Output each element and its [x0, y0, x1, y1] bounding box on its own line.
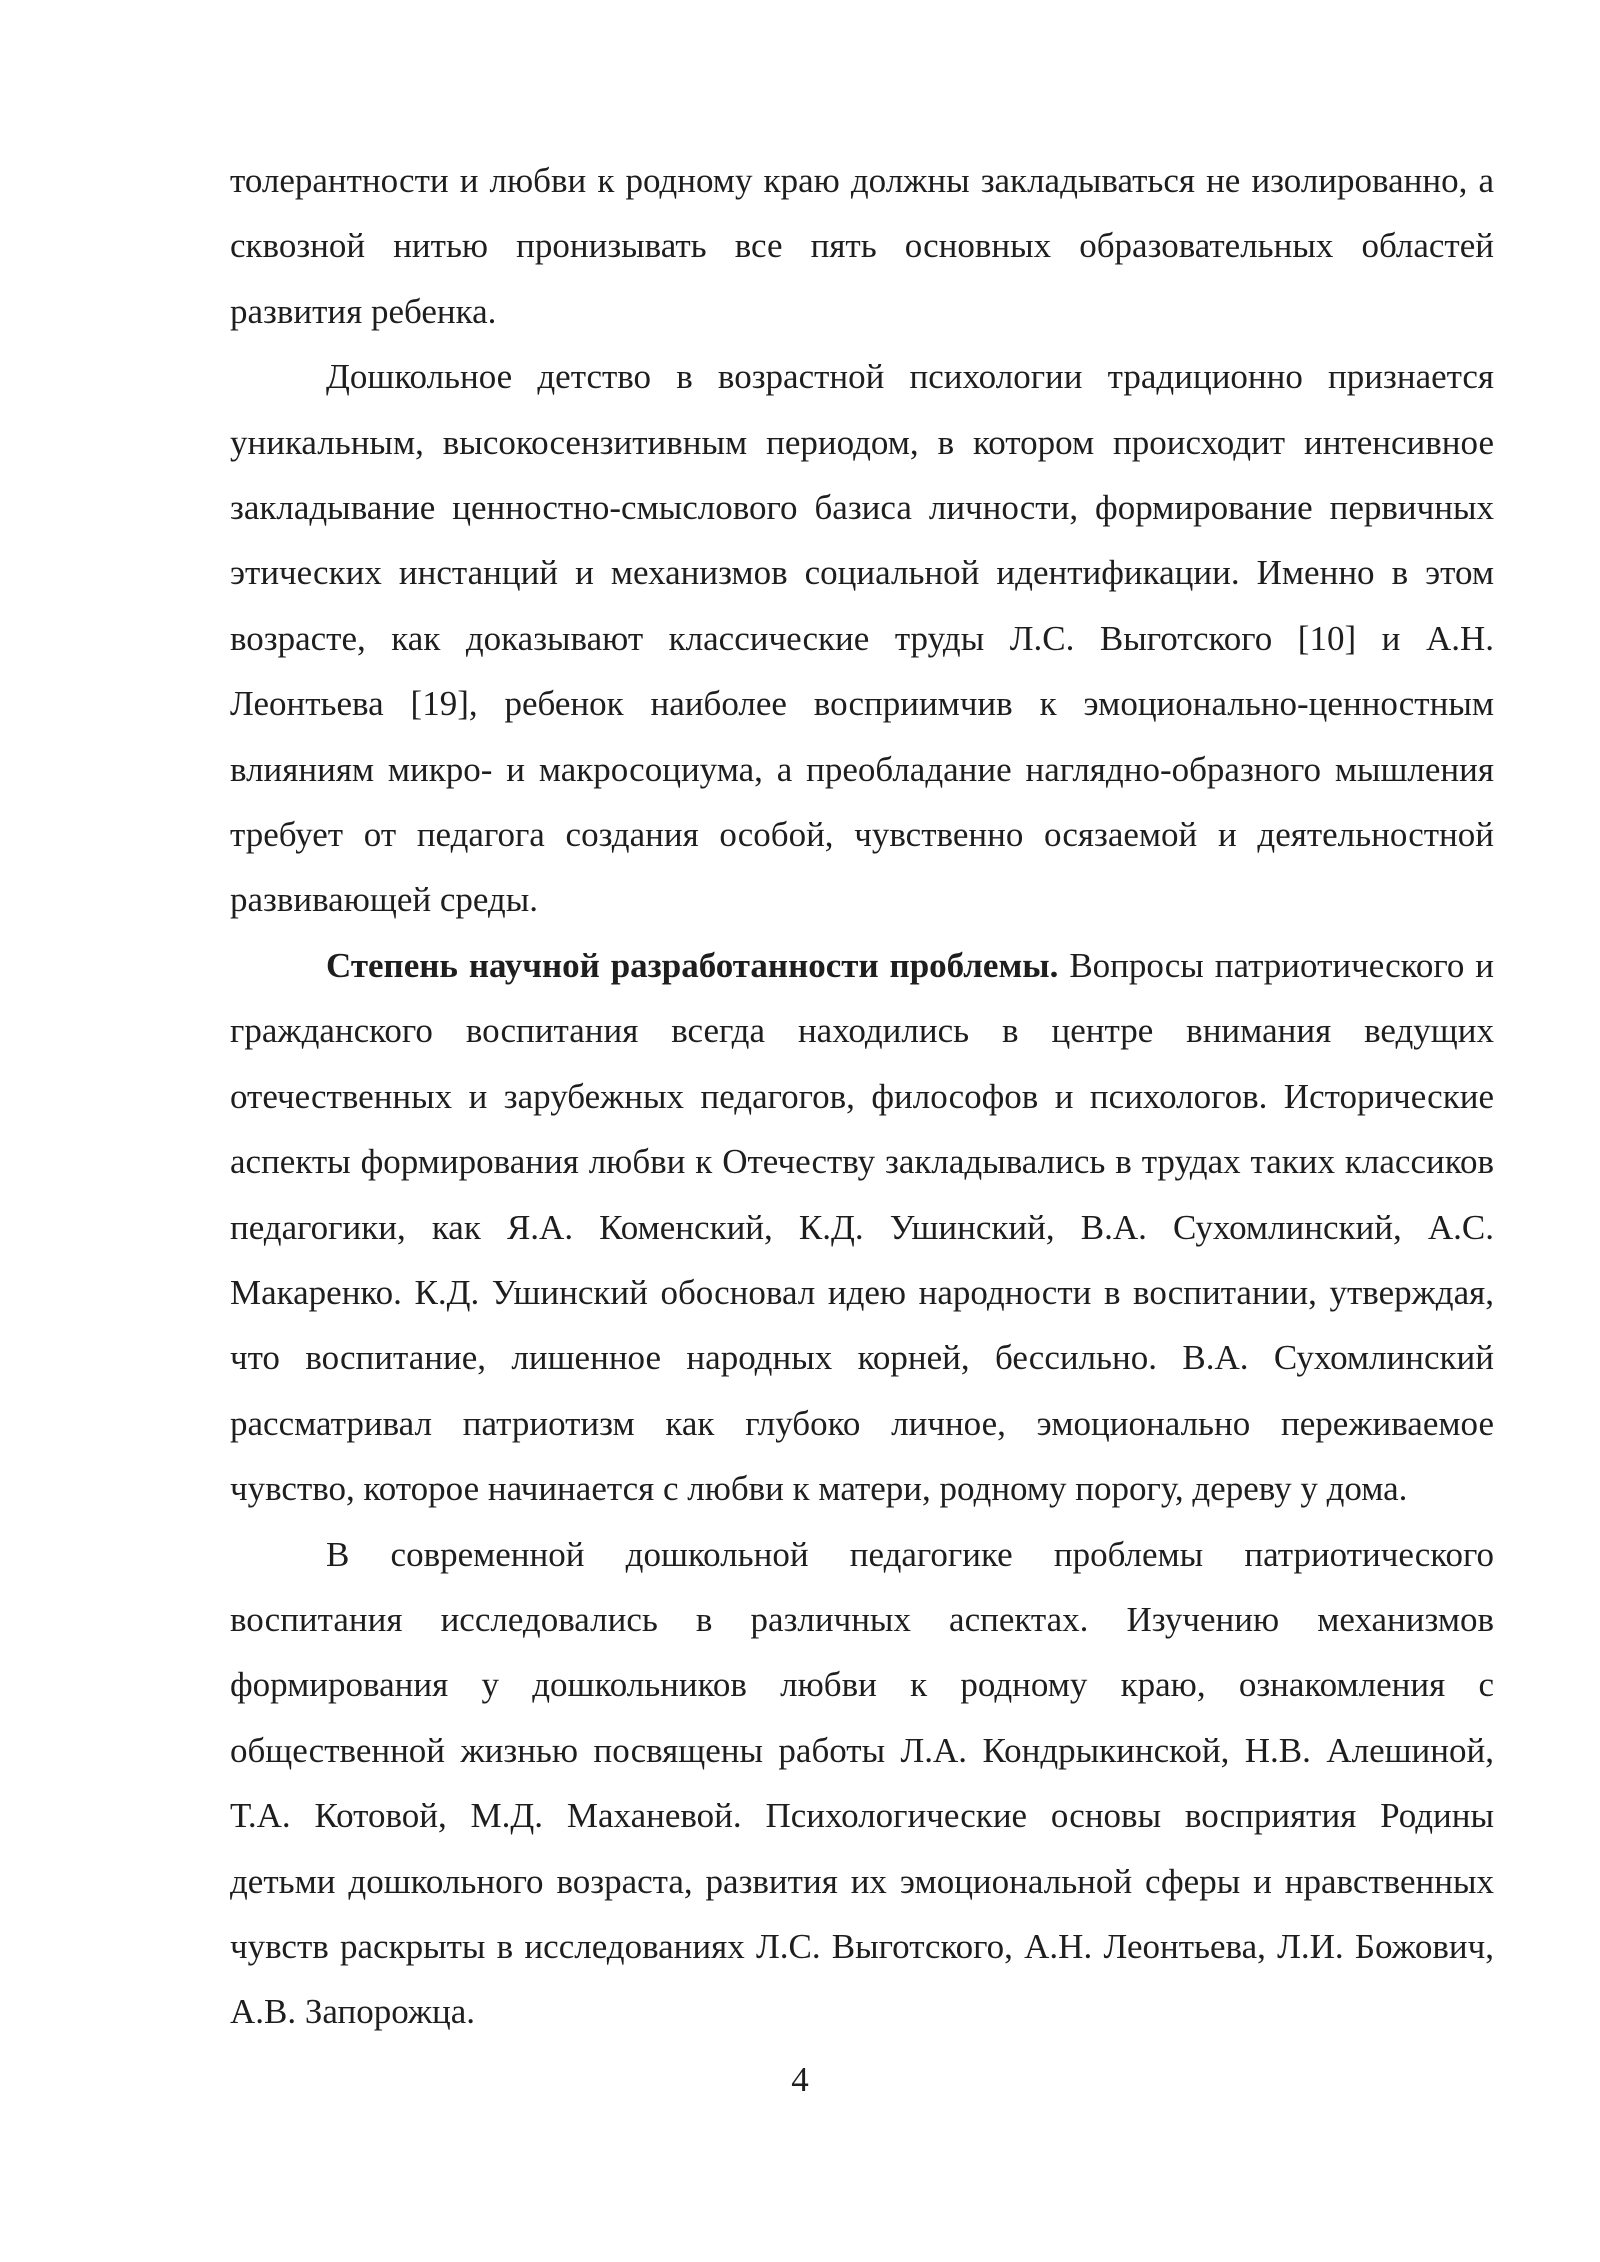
paragraph-text: толерантности и любви к родному краю должны закладываться не изолированно, а сквозной нитью пронизывать все пять основных образовательных областей развития ребенка.: [230, 161, 1494, 331]
paragraph-lead-heading: Степень научной разработанности проблемы.: [326, 945, 1059, 985]
paragraph-preschool-childhood: [230, 344, 1494, 933]
paragraph-degree-of-research: [230, 933, 1494, 1522]
document-page: [230, 148, 1494, 2045]
paragraph-text: Вопросы патриотического и гражданского воспитания всегда находились в центре внимания ведущих отечественных и зарубежных педагогов, философов и психологов. Исторические аспекты формирования любви к Отечеству закладывались в трудах таких классиков педагогики, как Я.А. Коменский, К.Д. Ушинский, В.А. Сухомлинский, А.С. Макаренко. К.Д. Ушинский обосновал идею народности в воспитании, утверждая, что воспитание, лишенное народных корней, бессильно. В.А. Сухомлинский рассматривал патриотизм как глубоко личное, эмоционально переживаемое чувство, которое начинается с любви к матери, родному порогу, дереву у дома.: [230, 945, 1494, 1509]
paragraph-text: Дошкольное детство в возрастной психологии традиционно признается уникальным, высокосензитивным периодом, в котором происходит интенсивное закладывание ценностно-смыслового базиса личности, формирование первичных этических инстанций и механизмов социальной идентификации. Именно в этом возрасте, как доказывают классические труды Л.С. Выготского [10] и А.Н. Леонтьева [19], ребенок наиболее восприимчив к эмоционально-ценностным влияниям микро- и макросоциума, а преобладание наглядно-образного мышления требует от педагога создания особой, чувственно осязаемой и деятельностной развивающей среды.: [230, 357, 1494, 920]
paragraph-continuation: [230, 148, 1494, 344]
paragraph-text: В современной дошкольной педагогике проблемы патриотического воспитания исследовались в различных аспектах. Изучению механизмов формирования у дошкольников любви к родному краю, ознакомления с общественной жизнью посвящены работы Л.А. Кондрыкинской, Н.В. Алешиной, Т.А. Котовой, М.Д. Маханевой. Психологические основы восприятия Родины детьми дошкольного возраста, развития их эмоциональной сферы и нравственных чувств раскрыты в исследованиях Л.С. Выготского, А.Н. Леонтьева, Л.И. Божович, А.В. Запорожца.: [230, 1534, 1494, 2032]
paragraph-modern-pedagogy: [230, 1522, 1494, 2045]
page-number: 4: [791, 2060, 809, 2099]
